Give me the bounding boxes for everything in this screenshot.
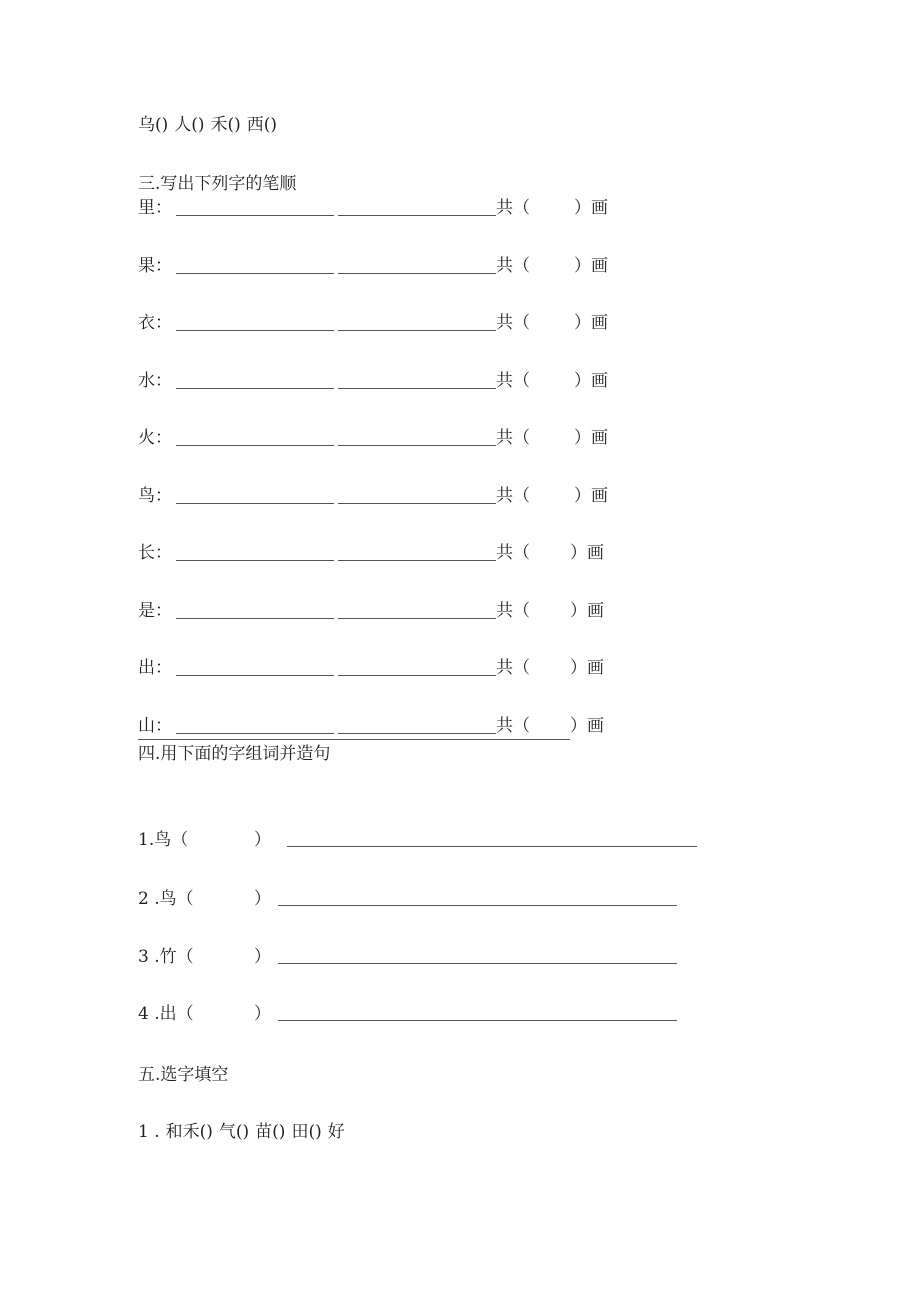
colon: ： (155, 370, 172, 391)
item-char: 竹 (159, 947, 177, 967)
word-option: 苗 (255, 1122, 273, 1142)
stroke-count-close: ）画 (574, 370, 608, 391)
blank-paren[interactable]: () (272, 1122, 286, 1142)
stroke-blank-1[interactable] (176, 388, 334, 389)
stroke-blank-1[interactable] (176, 503, 334, 504)
item-number: 3 (138, 947, 149, 967)
stroke-blank-1[interactable] (176, 733, 334, 734)
sentence-item-3: 3 .竹（ (138, 947, 194, 967)
row-label (138, 716, 172, 736)
stroke-count-open: 共（ (496, 715, 530, 736)
stroke-count-close: ）画 (574, 255, 608, 276)
section-3-heading: 三.写出下列字的笔顺 (138, 174, 297, 194)
blank-paren[interactable]: () (199, 1122, 213, 1142)
paren-close: ） (254, 889, 271, 909)
row-label (138, 601, 172, 621)
stroke-count-close: ）画 (574, 428, 608, 448)
row-char: 水 (138, 370, 155, 391)
stroke-count-open: 共（ (496, 600, 530, 621)
line1-char-2: 人 (174, 115, 192, 135)
sentence-item-1: 1.鸟（ (138, 830, 189, 850)
stroke-count-close: ）画 (570, 600, 604, 621)
stroke-blank-2[interactable] (338, 388, 496, 389)
row-char: 果 (138, 255, 155, 276)
row-char: 山 (138, 715, 155, 736)
colon: ： (155, 715, 172, 736)
underline-decoration (138, 739, 570, 740)
sentence-answer-line[interactable] (278, 1020, 677, 1021)
colon: ： (155, 255, 172, 276)
paren-close: ） (254, 830, 271, 850)
stroke-blank-2[interactable] (338, 445, 496, 446)
stroke-blank-1[interactable] (176, 560, 334, 561)
colon: ： (155, 313, 172, 333)
row-label (138, 658, 172, 678)
stroke-blank-1[interactable] (176, 445, 334, 446)
line1-char-3: 禾 (210, 115, 228, 135)
line1-char-4: 西 (246, 115, 264, 135)
char-paren-line (138, 115, 277, 135)
row-char: 衣 (138, 313, 155, 333)
stroke-blank-2[interactable] (338, 330, 496, 331)
colon: ： (155, 543, 172, 563)
row-char: 火 (138, 428, 155, 448)
stroke-count-open: 共（ (496, 370, 530, 391)
stroke-blank-2[interactable] (338, 618, 496, 619)
blank-paren[interactable]: () (308, 1122, 322, 1142)
stroke-count-open: 共（ (496, 658, 530, 678)
stroke-count-close: ）画 (574, 198, 608, 218)
stroke-count-open: 共（ (496, 198, 530, 218)
stroke-count-open: 共（ (496, 313, 530, 333)
blank-paren[interactable]: () (263, 115, 278, 135)
stroke-count-close: ）画 (574, 313, 608, 333)
row-char: 是 (138, 600, 155, 621)
row-label (138, 543, 172, 563)
stroke-blank-2[interactable] (338, 560, 496, 561)
stroke-count-close: ）画 (570, 658, 604, 678)
row-char: 长 (138, 543, 155, 563)
paren-close: ） (254, 1004, 271, 1024)
stroke-blank-2[interactable] (338, 273, 496, 274)
stroke-blank-1[interactable] (176, 618, 334, 619)
line1-char-1: 乌 (138, 115, 155, 135)
blank-paren[interactable]: () (155, 115, 169, 135)
stroke-count-open: 共（ (496, 428, 530, 448)
stroke-count-close: ）画 (570, 715, 604, 736)
sentence-item-2: 2 .鸟（ (138, 889, 194, 909)
stroke-blank-2[interactable] (338, 503, 496, 504)
item-number: 1 (138, 1122, 149, 1142)
row-label (138, 428, 172, 448)
word-option: 和禾 (165, 1122, 200, 1142)
stroke-count-close: ）画 (574, 485, 608, 506)
row-label (138, 198, 172, 218)
row-label (138, 256, 172, 276)
stroke-count-open: 共（ (496, 543, 530, 563)
item-number: 4 (138, 1004, 149, 1024)
row-char: 出 (138, 658, 155, 678)
stroke-blank-1[interactable] (176, 273, 334, 274)
sentence-answer-line[interactable] (287, 846, 697, 847)
blank-paren[interactable]: () (235, 1122, 250, 1142)
fill-item-1: 1 . 和禾() 气() 苗() 田() 好 (138, 1122, 345, 1142)
row-label (138, 371, 172, 391)
blank-paren[interactable]: () (191, 115, 205, 135)
stroke-blank-1[interactable] (176, 330, 334, 331)
section-4-heading: 四.用下面的字组词并造句 (138, 744, 331, 764)
sentence-answer-line[interactable] (278, 905, 677, 906)
stroke-blank-2[interactable] (338, 215, 496, 216)
colon: ： (155, 600, 172, 621)
stroke-count-close: ）画 (570, 543, 604, 563)
colon: ： (155, 428, 172, 448)
item-char: 鸟 (154, 830, 172, 850)
row-char: 里 (138, 198, 155, 218)
colon: ： (155, 485, 172, 506)
row-char: 鸟 (138, 485, 155, 506)
stroke-blank-2[interactable] (338, 733, 496, 734)
item-number: 2 (138, 889, 149, 909)
row-label (138, 486, 172, 506)
sentence-item-4: 4 .出（ (138, 1004, 194, 1024)
stroke-blank-1[interactable] (176, 215, 334, 216)
stroke-blank-2[interactable] (338, 675, 496, 676)
stroke-blank-1[interactable] (176, 675, 334, 676)
item-number: 1 (138, 830, 149, 850)
word-option: 田 (291, 1122, 309, 1142)
word-option: 气 (218, 1122, 236, 1142)
stroke-count-open: 共（ (496, 255, 530, 276)
blank-paren[interactable]: () (227, 115, 241, 135)
item-char: 鸟 (159, 889, 177, 909)
item-char: 出 (159, 1004, 177, 1024)
word-option: 好 (327, 1122, 345, 1142)
section-5-heading: 五.选字填空 (138, 1065, 229, 1085)
row-label (138, 313, 172, 333)
colon: ： (155, 198, 172, 218)
colon: ： (155, 658, 172, 678)
sentence-answer-line[interactable] (278, 963, 677, 964)
stroke-count-open: 共（ (496, 485, 530, 506)
paren-close: ） (254, 947, 271, 967)
